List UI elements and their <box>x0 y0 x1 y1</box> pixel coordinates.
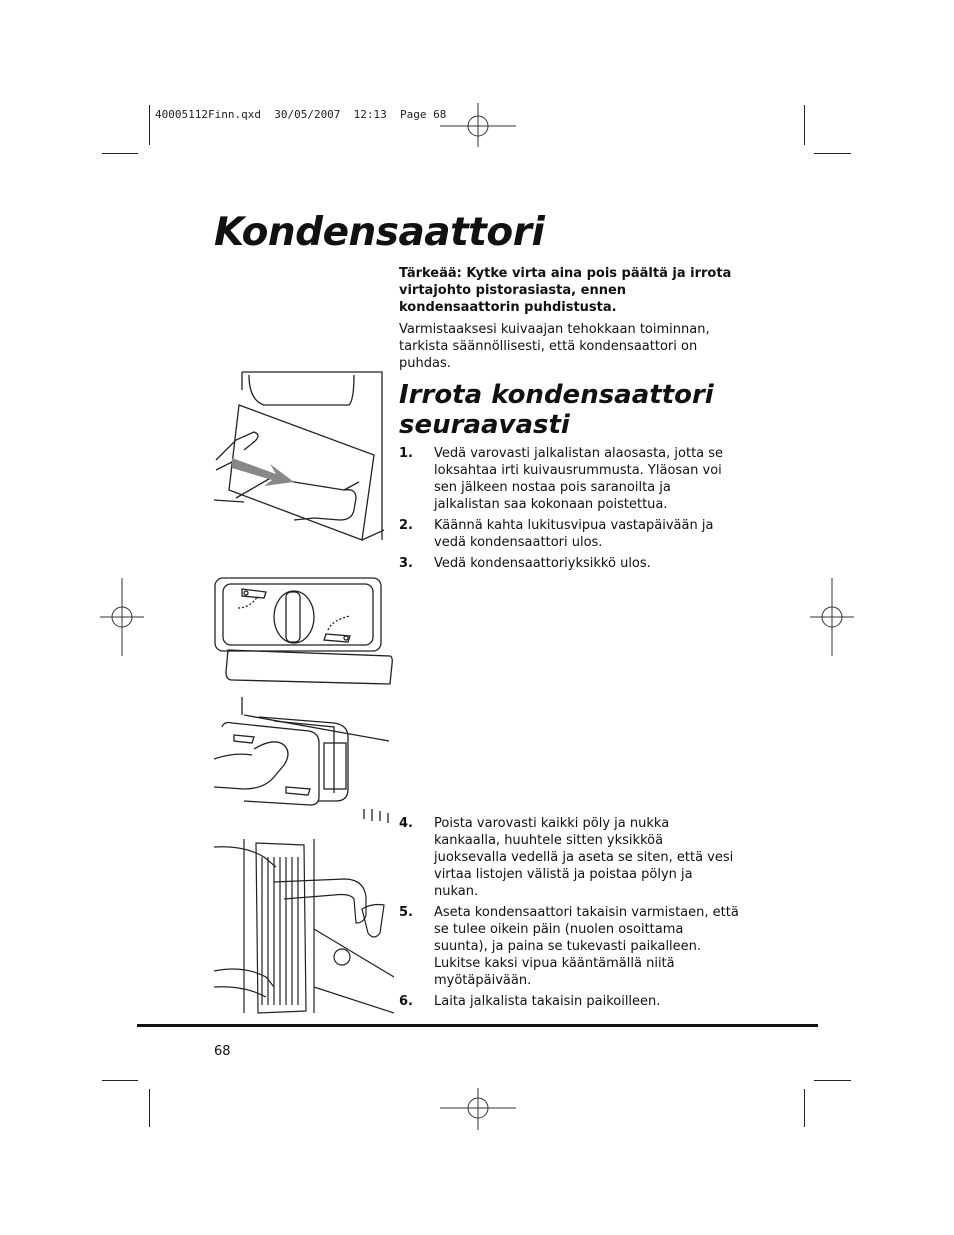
list-item <box>399 904 739 989</box>
list-item <box>399 555 739 572</box>
crop-mark <box>804 1089 805 1127</box>
section-heading: Irrota kondensaattori seuraavasti <box>399 380 714 440</box>
step-text: Aseta kondensaattori takaisin varmistaen, että se tulee oikein päin (nuolen osoittama suunta), ja paina se tukevasti paikalleen. Lukitse kaksi vipua kääntämällä niitä myötäpäivään. <box>434 905 739 988</box>
crop-mark <box>102 153 138 154</box>
crop-mark <box>814 1080 851 1081</box>
intro-text: Varmistaaksesi kuivaajan tehokkaan toiminnan, tarkista säännöllisesti, että kondensaattori on puhdas. <box>399 322 710 371</box>
list-item <box>399 517 739 551</box>
kickplate-removal-illustration <box>214 370 386 555</box>
list-item <box>399 815 739 900</box>
crop-mark <box>149 1089 150 1127</box>
step-text: Poista varovasti kaikki pöly ja nukka kankaalla, huuhtele sitten yksikköä juoksevalla vedellä ja aseta se siten, että vesi virtaa listojen välistä ja poistaa pölyn ja nukan. <box>434 816 734 899</box>
step-number: 3. <box>399 556 413 571</box>
step-number: 1. <box>399 446 413 461</box>
page-number: 68 <box>214 1044 231 1059</box>
crop-mark <box>102 1080 138 1081</box>
condenser-pull-out-illustration <box>214 697 394 827</box>
step-text: Vedä kondensaattoriyksikkö ulos. <box>434 556 651 571</box>
print-slug: 40005112Finn.qxd 30/05/2007 12:13 Page 68 <box>155 108 447 121</box>
page-title: Kondensaattori <box>214 210 545 255</box>
registration-mark-icon <box>440 1088 516 1130</box>
step-number: 5. <box>399 905 413 920</box>
step-number: 6. <box>399 994 413 1009</box>
registration-mark-icon <box>100 578 144 656</box>
condenser-levers-illustration <box>214 572 394 687</box>
step-number: 4. <box>399 816 413 831</box>
footer-rule <box>137 1024 818 1027</box>
step-text: Käännä kahta lukitusvipua vastapäivään ja vedä kondensaattori ulos. <box>434 518 714 550</box>
steps-list-bottom <box>399 815 739 1014</box>
step-number: 2. <box>399 518 413 533</box>
list-item <box>399 445 739 513</box>
crop-mark <box>814 153 851 154</box>
warning-text: Tärkeää: Kytke virta aina pois päältä ja irrota virtajohto pistorasiasta, ennen kondensaattorin puhdistusta. <box>399 266 732 315</box>
crop-mark <box>804 105 805 145</box>
crop-mark <box>149 105 150 145</box>
registration-mark-icon <box>440 103 516 147</box>
step-text: Laita jalkalista takaisin paikoilleen. <box>434 994 661 1009</box>
list-item <box>399 993 739 1010</box>
step-text: Vedä varovasti jalkalistan alaosasta, jotta se loksahtaa irti kuivausrummusta. Yläosan voi sen jälkeen nostaa pois saranoilta ja jalkalistan saa kokonaan poistettua. <box>434 446 724 512</box>
registration-mark-icon <box>810 578 854 656</box>
steps-list-top <box>399 445 739 576</box>
condenser-rinse-illustration <box>214 837 394 1015</box>
